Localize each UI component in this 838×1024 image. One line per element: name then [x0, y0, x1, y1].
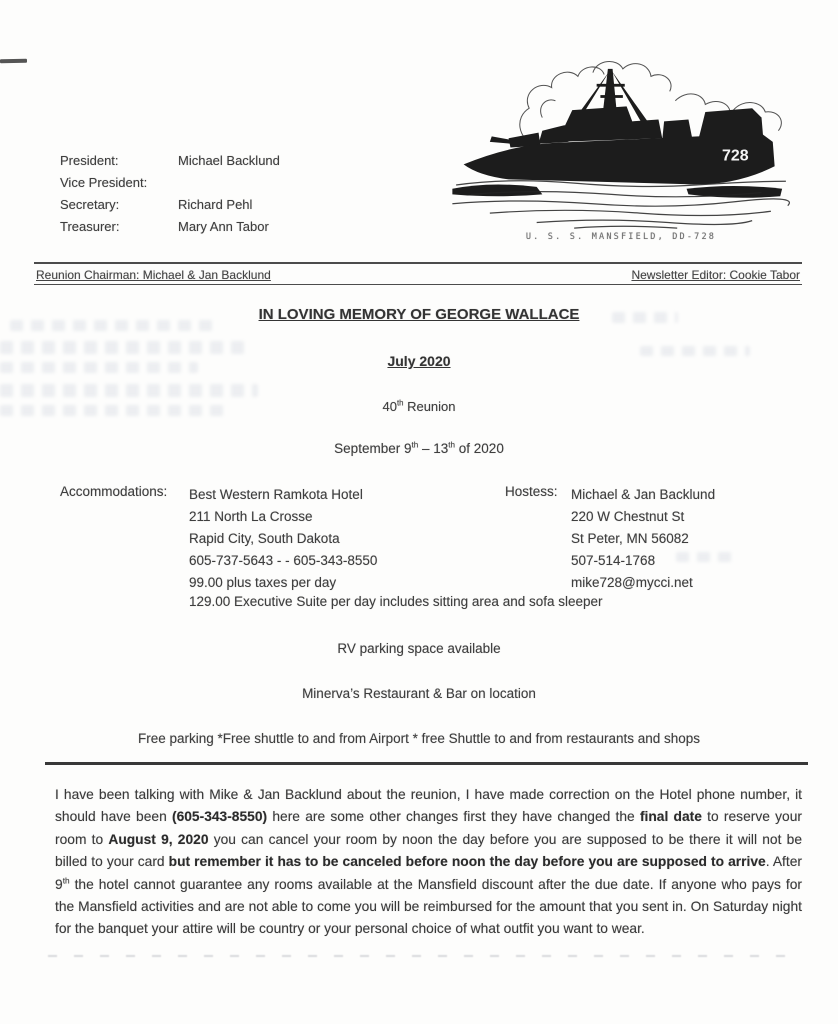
reunion-number-heading: 40th Reunion — [382, 398, 456, 414]
officer-title: Secretary: — [60, 197, 120, 212]
newsletter-editor-credit: Newsletter Editor: Cookie Tabor — [631, 268, 800, 282]
issue-date-heading: July 2020 — [387, 353, 451, 369]
event-dates-heading: September 9th – 13th of 2020 — [334, 440, 504, 456]
masthead-rule — [34, 262, 802, 285]
officer-name: Richard Pehl — [178, 197, 253, 212]
officer-name: Michael Backlund — [178, 153, 280, 168]
accommodations-details — [189, 484, 377, 594]
officer-row — [60, 150, 280, 172]
hostess-names: Michael & Jan Backlund — [571, 487, 716, 502]
ship-silhouette — [452, 69, 782, 198]
hotel-city: Rapid City, South Dakota — [189, 531, 340, 546]
hostess-phone: 507-514-1768 — [571, 553, 656, 568]
officer-title: Treasurer: — [60, 219, 120, 234]
officer-row — [60, 172, 280, 194]
officer-row — [60, 194, 280, 216]
officer-title: Vice President: — [60, 175, 148, 190]
restaurant-line: Minerva’s Restaurant & Bar on location — [302, 686, 536, 701]
memorial-heading: IN LOVING MEMORY OF GEORGE WALLACE — [258, 306, 580, 323]
officer-row — [60, 216, 280, 238]
officers-list — [60, 150, 280, 238]
hostess-email: mike728@mycci.net — [571, 575, 693, 590]
section-divider-rule — [45, 762, 808, 765]
ship-caption: U. S. S. MANSFIELD, DD-728 — [525, 232, 717, 242]
uss-mansfield-drawing — [441, 52, 801, 230]
officer-title: President: — [60, 153, 119, 168]
officer-name: Mary Ann Tabor — [178, 219, 269, 234]
ship-illustration — [438, 52, 804, 252]
accommodations-label: Accommodations: — [60, 484, 168, 499]
hostess-label: Hostess: — [505, 484, 558, 499]
room-rate: 99.00 plus taxes per day — [189, 575, 337, 590]
cutoff-text-artifact — [48, 953, 798, 960]
update-paragraph: I have been talking with Mike & Jan Backlund about the reunion, I have made correction on the Hotel phone number, it should have been (605-343-8550) here are some other changes first they have changed the final date to reserve your room to August 9, 2020 you can cancel your room by noon the day before you are supposed to be there it will not be billed to your card but remember it has to be canceled before noon the day before you are supposed to arrive. After 9th the hotel cannot guarantee any rooms available at the Mansfield discount after the due date. If anyone who pays for the Mansfield activities and are not able to come you will be reimbursed for the amount that you sent in. On Saturday night for the banquet your attire will be country or your personal choice of what outfit you want to wear. — [55, 787, 802, 937]
hotel-name: Best Western Ramkota Hotel — [189, 487, 363, 502]
suite-rate: 129.00 Executive Suite per day includes sitting area and sofa sleeper — [189, 594, 603, 609]
hotel-street: 211 North La Crosse — [189, 509, 313, 524]
hull-number: 728 — [722, 147, 749, 165]
rv-parking-line: RV parking space available — [337, 641, 501, 656]
hostess-details — [571, 484, 715, 594]
hostess-city: St Peter, MN 56082 — [571, 531, 689, 546]
hostess-street: 220 W Chestnut St — [571, 509, 685, 524]
hotel-phones: 605-737-5643 - - 605-343-8550 — [189, 553, 378, 568]
scan-artifact-dash — [0, 59, 27, 63]
reunion-chairman-credit: Reunion Chairman: Michael & Jan Backlund — [36, 268, 271, 282]
shuttle-line: Free parking *Free shuttle to and from Airport * free Shuttle to and from restaurants and shops — [137, 731, 701, 746]
